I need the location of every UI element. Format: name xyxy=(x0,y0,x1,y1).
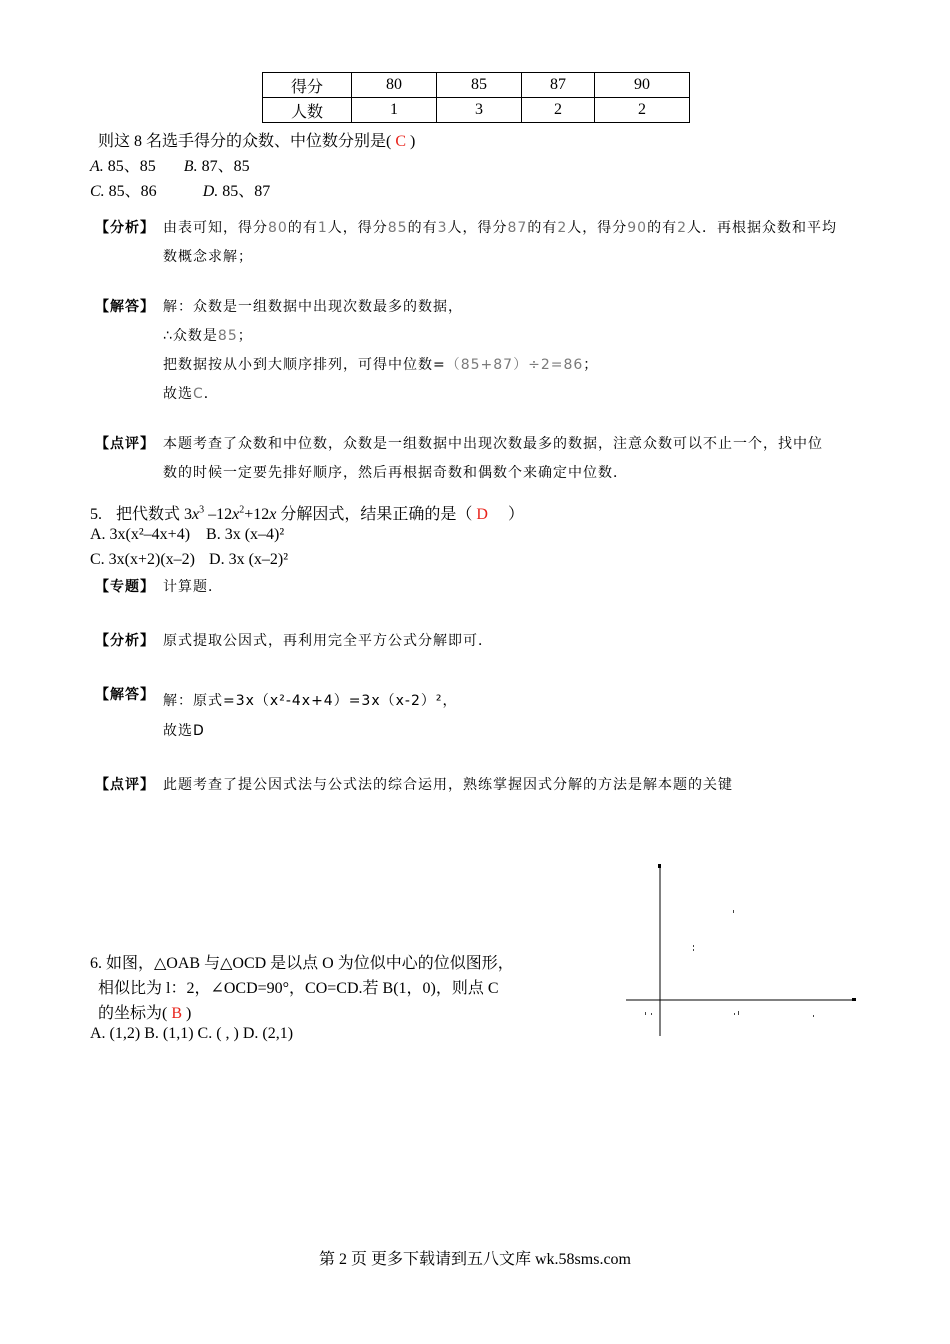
text: C xyxy=(193,386,204,402)
table-row xyxy=(263,73,690,98)
q5-stem xyxy=(90,501,524,524)
point-mark xyxy=(733,910,734,913)
text: 1 xyxy=(317,220,328,236)
q5-comment-tag: 【点评】 xyxy=(95,777,155,793)
text: 85 xyxy=(387,220,408,236)
table-cell: 2 xyxy=(522,98,595,123)
text: 的有 xyxy=(287,220,318,236)
option-a: A. 3x(x²–4x+4) xyxy=(90,526,191,543)
coordinate-figure xyxy=(620,858,865,1043)
q5-comment: 此题考查了提公因式法与公式法的综合运用，熟练掌握因式分解的方法是解本题的关键 xyxy=(163,777,733,793)
q4-solution-line4 xyxy=(163,383,219,403)
text: 3 xyxy=(437,220,448,236)
text: ∴众数是 xyxy=(163,328,218,344)
text: 人，得分 xyxy=(447,220,508,236)
text: 把代数式 3 xyxy=(116,506,193,523)
tick-mark xyxy=(645,1012,646,1015)
table-cell: 2 xyxy=(595,98,690,123)
text: 的有 xyxy=(407,220,438,236)
table-cell: 3 xyxy=(437,98,522,123)
text: 2 xyxy=(239,504,245,516)
text: 故选 xyxy=(163,386,193,402)
text: x xyxy=(232,506,240,523)
q4-analysis-line1 xyxy=(163,217,837,237)
page-footer: 第 2 页 更多下载请到五八文库 wk.58sms.com xyxy=(318,1251,631,1268)
q6-options: A. (1,2) B. (1,1) C. ( , ) D. (2,1) xyxy=(90,1025,294,1042)
q4-options-row2 xyxy=(90,178,270,201)
table-cell: 80 xyxy=(352,73,437,98)
q5-analysis: 原式提取公因式，再利用完全平方公式分解即可． xyxy=(163,633,493,649)
tick-mark xyxy=(734,1013,735,1015)
option-c: C. 3x(x+2)(x–2) xyxy=(90,551,196,568)
q4-comment-tag: 【点评】 xyxy=(95,436,155,452)
table-cell: 90 xyxy=(595,73,690,98)
option-b-letter: B. xyxy=(183,158,198,175)
q4-comment-line2: 数的时候一定要先排好顺序，然后再根据奇数和偶数个来确定中位数． xyxy=(163,465,628,481)
option-d: D. 3x (x–2)² xyxy=(209,551,289,568)
table-row xyxy=(263,98,690,123)
q5-topic: 计算题． xyxy=(163,579,223,595)
text: 分解因式，结果正确的是（ xyxy=(276,506,473,523)
tick-mark xyxy=(651,1013,652,1015)
option-c-letter: C. xyxy=(90,183,105,200)
text: 的有 xyxy=(647,220,678,236)
q6-line1: 6. 如图，△OAB 与△OCD 是以点 O 为位似中心的位似图形， xyxy=(90,955,514,972)
text: 3 xyxy=(199,504,205,516)
q4-answer: C xyxy=(395,133,407,150)
option-b: B. 3x (x–4)² xyxy=(206,526,285,543)
q4-solution-line3 xyxy=(163,354,598,374)
text: 人，得分 xyxy=(567,220,628,236)
text: ； xyxy=(583,357,599,373)
text: 2 xyxy=(677,220,687,236)
q4-analysis-tag: 【分析】 xyxy=(95,220,155,236)
text: ) xyxy=(186,1005,192,1022)
question-number: 5. xyxy=(90,506,102,523)
table-cell: 85 xyxy=(437,73,522,98)
text: 把数据按从小到大顺序排列，可得中位数= xyxy=(163,357,446,373)
text: 87 xyxy=(507,220,528,236)
q4-comment-line1: 本题考查了众数和中位数，众数是一组数据中出现次数最多的数据，注意众数可以不止一个，找中位 xyxy=(163,436,823,452)
text: 的坐标为( xyxy=(98,1005,168,1022)
text: 的有 xyxy=(527,220,558,236)
option-a-letter: A. xyxy=(90,158,104,175)
q5-options-row1 xyxy=(90,526,284,544)
option-c: 85、86 xyxy=(108,183,157,200)
y-axis-arrow xyxy=(658,864,661,868)
tick-mark xyxy=(813,1015,814,1017)
text: 2 xyxy=(557,220,568,236)
q4-solution-line2 xyxy=(163,325,253,345)
text: 85 xyxy=(217,328,238,344)
q4-analysis-line2: 数概念求解； xyxy=(163,249,253,265)
option-d-letter: D. xyxy=(202,183,219,200)
point-mark xyxy=(693,945,694,947)
q4-stem-text: 则这 8 名选手得分的众数、中位数分别是( xyxy=(98,133,392,150)
text: 人，得分 xyxy=(327,220,388,236)
table-cell: 87 xyxy=(522,73,595,98)
score-table xyxy=(262,72,690,123)
table-cell: 人数 xyxy=(263,98,352,123)
text: ） xyxy=(507,506,524,523)
text: ； xyxy=(237,328,253,344)
text: x xyxy=(269,506,277,523)
text: （85+87）÷2=86 xyxy=(445,357,584,373)
text: ． xyxy=(203,386,219,402)
q5-answer: D xyxy=(476,506,488,523)
q4-solution-tag: 【解答】 xyxy=(95,299,155,315)
tick-mark xyxy=(738,1011,739,1015)
option-a: 85、85 xyxy=(107,158,156,175)
q4-solution-line1: 解：众数是一组数据中出现次数最多的数据， xyxy=(163,299,463,315)
table-cell: 得分 xyxy=(263,73,352,98)
q5-analysis-tag: 【分析】 xyxy=(95,633,155,649)
table-cell: 1 xyxy=(352,98,437,123)
point-mark xyxy=(693,949,694,951)
text: 人．再根据众数和平均 xyxy=(687,220,837,236)
x-axis-arrow xyxy=(852,998,856,1001)
q6-line3 xyxy=(98,1000,191,1023)
q6-line2: 相似比为 l：2，∠OCD=90°，CO=CD.若 B(1，0)，则点 C xyxy=(98,980,499,997)
q5-solution-line1: 解：原式=3x（x²-4x+4）=3x（x-2）²， xyxy=(163,693,458,709)
q4-options-row1 xyxy=(90,153,250,176)
text: 80 xyxy=(268,220,288,236)
option-d: 85、87 xyxy=(222,183,271,200)
q4-stem xyxy=(98,128,415,151)
text: 由表可知，得分 xyxy=(163,220,268,236)
q5-solution-line2: 故选D xyxy=(163,723,205,739)
q5-options-row2 xyxy=(90,551,288,569)
q6-answer: B xyxy=(171,1005,183,1022)
text: +12 xyxy=(244,506,270,523)
q4-close: ) xyxy=(410,133,416,150)
q5-solution-tag: 【解答】 xyxy=(95,687,155,703)
text: 90 xyxy=(627,220,648,236)
text: x xyxy=(192,506,200,523)
text: –12 xyxy=(204,506,233,523)
option-b: 87、85 xyxy=(201,158,250,175)
q5-topic-tag: 【专题】 xyxy=(95,579,155,595)
